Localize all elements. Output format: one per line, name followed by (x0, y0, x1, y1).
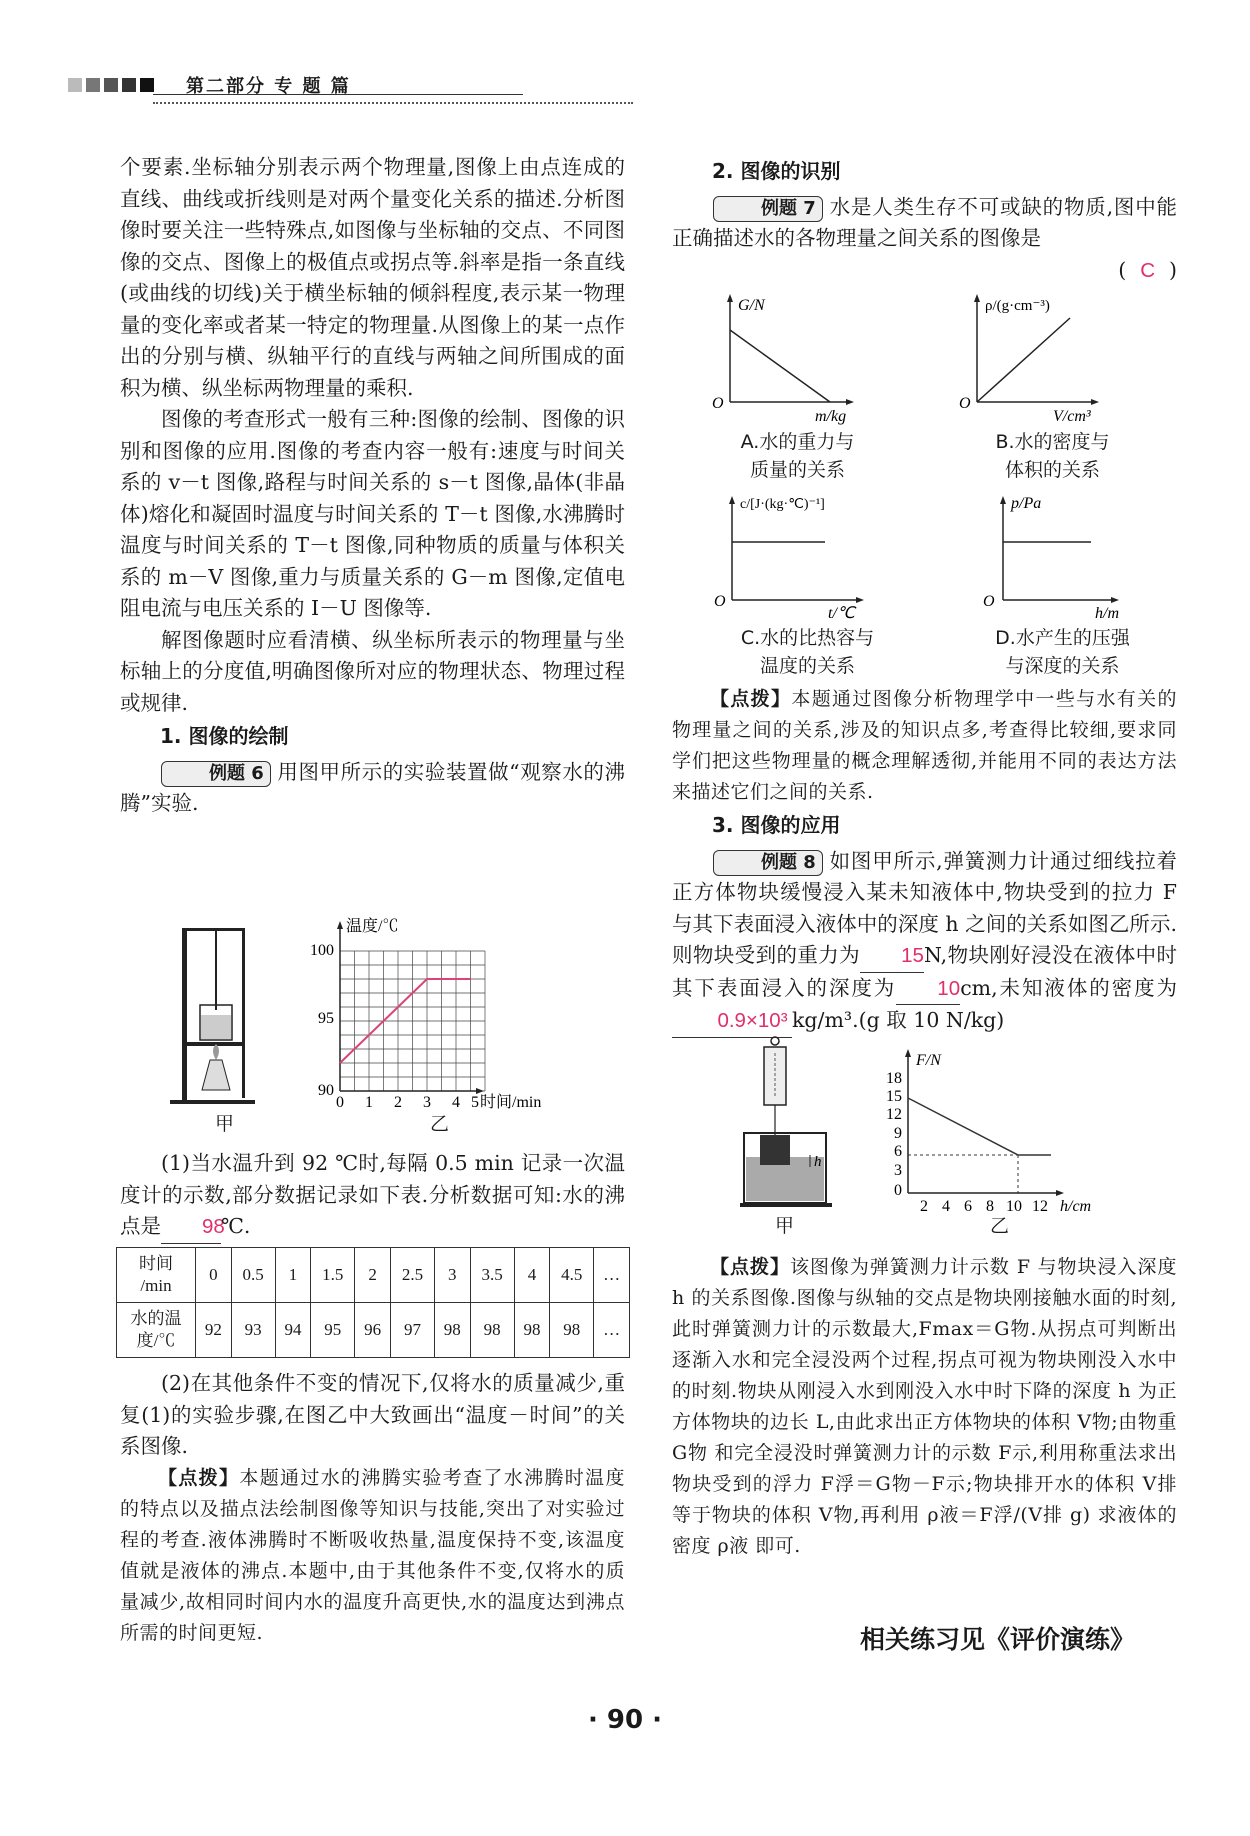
table-cell: 1.5 (311, 1248, 355, 1303)
example-tag: 例题 6 (161, 761, 271, 787)
y-axis-label: p/Pa (1011, 495, 1042, 512)
base (740, 1203, 832, 1207)
depth-label: h (814, 1154, 822, 1170)
tip-text: 本题通过水的沸腾实验考查了水沸腾时温度的特点以及描点法绘制图像等知识与技能,突出了对实验过程的考查.液体沸腾时不断吸收热量,温度保持不变,该温度值就是液体的沸点.本题中,由于其他条件不变,仅将水的质量减少,故相同时间内水的温度升高更快,水的温度达到沸点所需的时间更短. (120, 1466, 625, 1644)
data-table (116, 1247, 630, 1358)
tick-label: 0 (894, 1182, 902, 1199)
x-axis-arrow (1056, 1190, 1064, 1196)
x-axis-arrow (846, 399, 854, 405)
example-text: 用图甲所示的实验装置做“观察水的沸腾”实验. (120, 759, 625, 815)
paragraph: 解图像题时应看清横、纵坐标所表示的物理量与坐标轴上的分度值,明确图像所对应的物理状态、物理过程或规律. (120, 627, 625, 715)
y-axis-arrow (729, 496, 735, 504)
origin-label: O (714, 593, 726, 610)
graph-line (977, 318, 1070, 402)
clamp-arm (182, 928, 244, 931)
graph-a (712, 290, 910, 425)
table-cell: 92 (196, 1303, 232, 1358)
header-square (122, 78, 136, 92)
tick-label: 90 (318, 1082, 334, 1099)
left-column (120, 152, 625, 820)
y-axis-arrow (974, 294, 980, 302)
table-cell: 97 (390, 1303, 434, 1358)
base (170, 1100, 255, 1104)
x-axis-arrow (1091, 399, 1099, 405)
x-axis-label: h/m (1095, 605, 1119, 622)
figure-caption: 甲 (775, 1215, 795, 1237)
x-axis-arrow (1111, 597, 1119, 603)
table-header-cell: 时间 /min (117, 1248, 196, 1303)
tip-label: 【点拨】 (158, 1466, 240, 1489)
answer-blank: 15 (860, 940, 924, 973)
graph-c (710, 490, 910, 620)
origin-label: O (959, 395, 971, 412)
question-text: (1)当水温升到 92 ℃时,每隔 0.5 min 记录一次温度计的示数,部分数据记录如下表.分析数据可知:水的沸点是 (120, 1151, 625, 1238)
tick-label: 95 (318, 1010, 334, 1027)
x-axis-label: t/℃ (828, 605, 855, 622)
table-cell: 3.5 (470, 1248, 514, 1303)
header-dotted-rule (153, 102, 633, 104)
alcohol-lamp (202, 1060, 230, 1090)
table-cell: 3 (434, 1248, 470, 1303)
page-number: · 90 · (587, 1705, 663, 1735)
tick-label: 15 (886, 1088, 902, 1105)
example-tag: 例题 8 (713, 850, 823, 876)
origin-label: O (712, 395, 724, 412)
tip-text: 该图像为弹簧测力计示数 F 与物块浸入深度 h 的关系图像.图像与纵轴的交点是物块刚接触水面的时刻,此时弹簧测力计的示数最大,Fmax＝G物.从拐点可判断出逐渐入水和完全浸没两个过程,拐点可视为物块刚没入水中的时刻.物块从刚浸入水到刚没入水中时下降的深度 h 为正方体物块的边长 L,由此求出正方体物块的体积 V物;由物重 G物 和完全浸没时弹簧测力计的示数 F示,利用称重法求出物块受到的浮力 F浮＝G物－F示;物块排开水的体积 V排 等于物块的体积 V物,再利用 ρ液＝F浮/(V排 g) 求液体的密度 ρ液 即可. (672, 1256, 1177, 1557)
right-column-bottom (672, 1252, 1177, 1562)
tick-label: 6 (894, 1143, 902, 1160)
tick-label: 8 (986, 1198, 994, 1215)
right-column-top: 2. 图像的识别 例题 7 水是人类生存不可或缺的物质,图中能正确描述水的各物理量之间关系的图像是 ( C ) (672, 154, 1177, 286)
tick-label: 18 (886, 1070, 902, 1087)
tick-label: 3 (423, 1094, 431, 1111)
x-axis-label: V/cm³ (1053, 408, 1091, 425)
tick-label: 5 (471, 1094, 479, 1111)
origin-label: O (983, 593, 995, 610)
flame (213, 1044, 219, 1060)
left-column-tail (120, 1368, 625, 1649)
header-square (104, 78, 118, 92)
apparatus-figure (170, 920, 260, 1110)
x-axis-arrow (856, 597, 864, 603)
left-column-questions (120, 1148, 625, 1244)
y-axis-label: 温度/℃ (346, 918, 399, 935)
tip-label: 【点拨】 (710, 688, 792, 710)
temperature-time-chart (290, 915, 580, 1115)
section-heading: 3. 图像的应用 (712, 813, 841, 837)
tick-label: 12 (1032, 1198, 1048, 1215)
table-cell: 96 (355, 1303, 391, 1358)
table-cell: 4.5 (550, 1248, 594, 1303)
table-row (117, 1248, 630, 1303)
tick-label: 1 (365, 1094, 373, 1111)
tick-label: 4 (942, 1198, 950, 1215)
tick-label: 12 (886, 1106, 902, 1123)
y-axis-label: G/N (738, 297, 765, 314)
figure-caption: 乙 (990, 1215, 1010, 1237)
answer: C (1140, 258, 1155, 282)
table-cell: 98 (470, 1303, 514, 1358)
chart-grid (340, 951, 485, 1091)
header-square (140, 78, 154, 92)
section-heading: 2. 图像的识别 (712, 159, 841, 183)
answer-blank: 0.9×10³ (672, 1005, 792, 1038)
tip-label: 【点拨】 (710, 1256, 790, 1278)
table-cell: 98 (514, 1303, 550, 1358)
stand-rod (182, 928, 187, 1103)
right-column-mid (672, 684, 1177, 1038)
table-cell: 98 (434, 1303, 470, 1358)
tick-label: 0 (336, 1094, 344, 1111)
table-cell: 1 (275, 1248, 311, 1303)
y-axis-arrow (727, 294, 733, 302)
example-text: cm,未知液体的密度为 (960, 975, 1178, 1000)
tick-label: 100 (310, 942, 334, 959)
table-cell: 2.5 (390, 1248, 434, 1303)
section-heading: 1. 图像的绘制 (160, 724, 289, 748)
y-axis-label: F/N (916, 1052, 941, 1069)
answer-blank: 98 (161, 1211, 221, 1244)
graph-caption: A.水的重力与 质量的关系 (740, 431, 855, 481)
x-axis-label: h/cm (1060, 1198, 1092, 1215)
y-axis-arrow (337, 921, 343, 929)
table-cell: 93 (231, 1303, 275, 1358)
graph-caption: B.水的密度与 体积的关系 (995, 431, 1110, 481)
y-axis-arrow (1000, 496, 1006, 504)
example-text: N,物块刚好浸没在液体中时其下表面浸入的深度为 (672, 943, 1177, 1000)
graph-d (975, 490, 1165, 620)
x-axis-label: m/kg (815, 408, 847, 425)
table-cell: 0 (196, 1248, 232, 1303)
tick-label: 4 (452, 1094, 460, 1111)
tick-label: 10 (1006, 1198, 1022, 1215)
header-square (68, 78, 82, 92)
example-text: kg/m³.(g 取 10 N/kg) (792, 1008, 1005, 1032)
table-header-cell: 水的温 度/℃ (117, 1303, 196, 1358)
table-row (117, 1303, 630, 1358)
table-cell: … (594, 1303, 630, 1358)
table-cell: 0.5 (231, 1248, 275, 1303)
guide-lines (908, 1155, 1018, 1193)
x-axis-label: 时间/min (480, 1094, 542, 1111)
water (201, 1015, 231, 1039)
header-square (86, 78, 100, 92)
section-title: 第二部分 专 题 篇 (186, 76, 351, 97)
force-depth-chart (870, 1045, 1120, 1215)
paragraph: 个要素.坐标轴分别表示两个物理量,图像上由点连成的直线、曲线或折线则是对两个量变化关系的描述.分析图像时要关注一些特殊点,如图像与坐标轴的交点、不同图像的交点、图像上的极值点或拐点等.斜率是指一条直线(或曲线的切线)关于横坐标轴的倾斜程度,表示某一物理量的变化率或者某一特定的物理量.从图像上的某一点作出的分别与横、纵轴平行的直线与两轴之间所围成的面积为横、纵坐标两物理量的乘积. (120, 155, 625, 400)
spring-scale-figure (740, 1035, 850, 1220)
example-tag: 例题 7 (713, 196, 823, 222)
data-line (908, 1098, 1051, 1155)
cube-block (760, 1135, 790, 1165)
answer-blank: 10 (896, 973, 960, 1006)
tick-label: 2 (920, 1198, 928, 1215)
table-cell: … (594, 1248, 630, 1303)
example-text: 如图甲所示,弹簧测力计通过细线拉着正方体物块缓慢浸入某未知液体中,物块受到的拉力 F 与其下表面浸入液体中的深度 h 之间的关系如图乙所示.则物块受到的重力为 (672, 848, 1177, 967)
page-header (68, 74, 453, 96)
example-text: 水是人类生存不可或缺的物质,图中能正确描述水的各物理量之间关系的图像是 (672, 194, 1177, 250)
graph-line (730, 330, 830, 402)
tick-label: 6 (964, 1198, 972, 1215)
tick-label: 2 (394, 1094, 402, 1111)
question-text: ℃. (221, 1214, 251, 1238)
figure-caption: 甲 (215, 1113, 235, 1135)
table-cell: 94 (275, 1303, 311, 1358)
stand-rod (242, 928, 245, 1098)
related-exercises: 相关练习见《评价演练》 (860, 1625, 1136, 1654)
y-axis-label: c/[J·(kg·℃)⁻¹] (740, 497, 825, 512)
table-cell: 95 (311, 1303, 355, 1358)
tip-text: 本题通过图像分析物理学中一些与水有关的物理量之间的关系,涉及的知识点多,考查得比较细,要求同学们把这些物理量的概念理解透彻,并能用不同的表达方法来描述它们之间的关系. (672, 688, 1177, 803)
header-rule (153, 94, 523, 95)
support-ring (182, 1042, 244, 1046)
question-text: (2)在其他条件不变的情况下,仅将水的质量减少,重复(1)的实验步骤,在图乙中大致画出“温度－时间”的关系图像. (120, 1371, 625, 1458)
tick-label: 3 (894, 1162, 902, 1179)
hook (771, 1037, 779, 1045)
paragraph: 图像的考查形式一般有三种:图像的绘制、图像的识别和图像的应用.图像的考查内容一般有:速度与时间关系的 v－t 图像,路程与时间关系的 s－t 图像,晶体(非晶体)熔化和凝固时温度与时间关系的 T－t 图像,水沸腾时温度与时间关系的 T－t 图像,同种物质的质量与体积关系的 m－V 图像,重力与质量关系的 G－m 图像,定值电阻电流与电压关系的 I－U 图像等. (120, 407, 625, 620)
graph-caption: D.水产生的压强 与深度的关系 (995, 627, 1130, 677)
figure-caption: 乙 (430, 1113, 450, 1135)
table-cell: 98 (550, 1303, 594, 1358)
tick-label: 9 (894, 1125, 902, 1142)
table-cell: 4 (514, 1248, 550, 1303)
y-axis-label: ρ/(g·cm⁻³) (985, 298, 1050, 314)
graph-caption: C.水的比热容与 温度的关系 (740, 627, 875, 677)
table-cell: 2 (355, 1248, 391, 1303)
graph-b (959, 290, 1155, 425)
y-axis-arrow (905, 1049, 911, 1057)
